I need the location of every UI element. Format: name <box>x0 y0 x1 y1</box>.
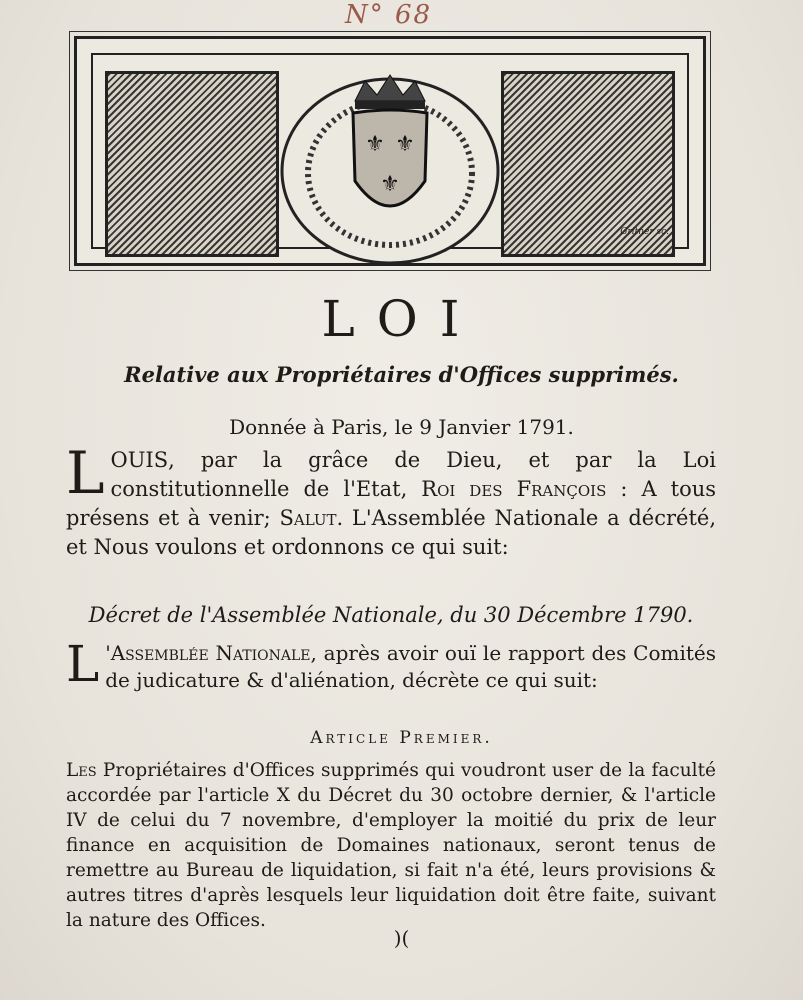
svg-text:⚜: ⚜ <box>380 172 400 197</box>
assembly-name: 'Assemblée Nationale <box>105 641 311 665</box>
king-name: OUIS <box>110 448 169 472</box>
dropcap-l: L <box>66 439 105 507</box>
document-title: LOI <box>321 290 482 348</box>
svg-text:⚜: ⚜ <box>395 132 415 157</box>
handwritten-note: N° 68 <box>345 0 433 30</box>
article-heading: Article Premier. <box>310 728 493 748</box>
article-paragraph: Les Propriétaires d'Offices supprimés qui voudront user de la faculté accordée par l'article X du Décret du 30 octobre dernier, & l'article IV de celui du 7 novembre, d'employer la moitié du prix de leur finance en acquisition de Domaines nationaux, seront tenus de remettre au Bureau de liquidation, si fait n'a été, leurs provisions & autres titres d'après lesquels leur liquidation doit être faite, suivant la nature des Offices. <box>66 760 716 931</box>
preamble-paragraph: LOUIS, par la grâce de Dieu, et par la Loi constitutionnelle de l'Etat, Roi des François : A tous présens et à venir; Salut. L'Assemblée Nationale a décrété, et Nous voulons et ordonnons ce qui suit: <box>66 439 717 559</box>
banner-frame <box>91 53 689 249</box>
page-mark: )( <box>393 926 410 950</box>
salut: Salut <box>279 506 337 530</box>
engraved-banner <box>74 36 706 266</box>
svg-text:⚜: ⚜ <box>365 132 385 157</box>
document-subtitle: Relative aux Propriétaires d'Offices supprimés. <box>124 362 679 387</box>
royal-arms-medallion <box>275 61 505 265</box>
engraver-credit: Gritner sc. <box>620 227 669 237</box>
dropcap-l-2: L <box>66 635 100 693</box>
king-title: Roi des François <box>421 477 607 501</box>
issue-date: Donnée à Paris, le 9 Janvier 1791. <box>229 415 574 439</box>
decree-heading: Décret de l'Assemblée Nationale, du 30 Décembre 1790. <box>88 603 694 627</box>
trophy-panel-left <box>105 71 279 257</box>
assembly-paragraph: L 'Assemblée Nationale, après avoir ouï le rapport des Comités de judicature & d'aliénation, décrète ce qui suit: <box>66 635 716 693</box>
